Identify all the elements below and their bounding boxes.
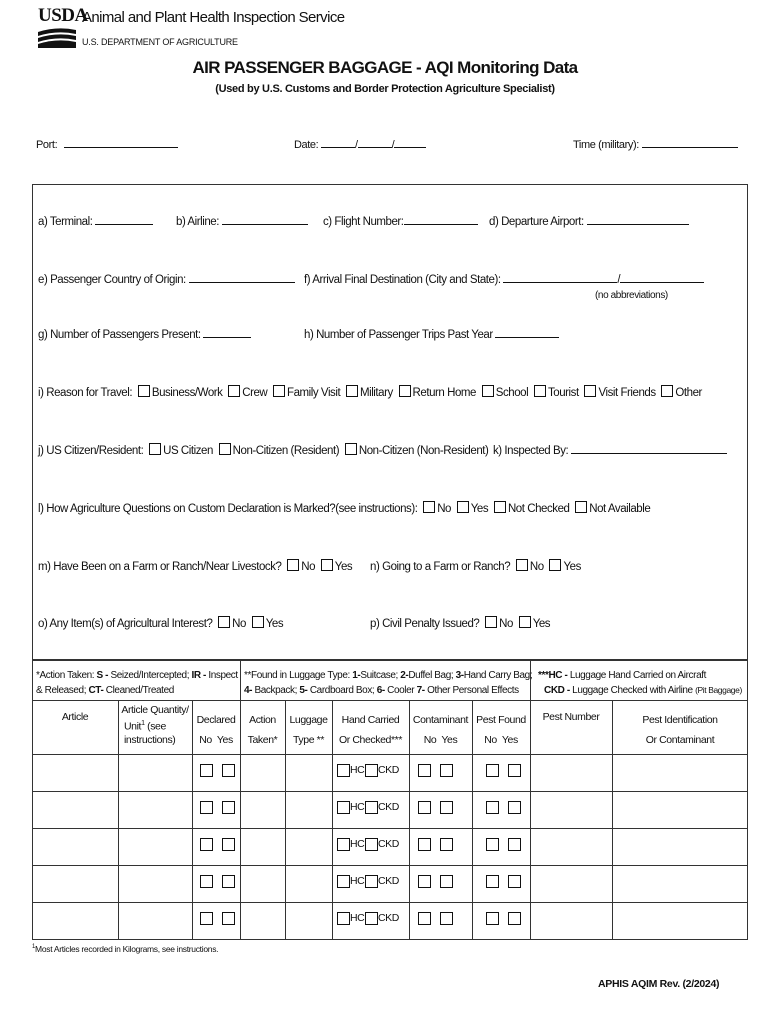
option-crew: Crew [242, 387, 268, 399]
form-revision: APHIS AQIM Rev. (2/2024) [598, 978, 720, 990]
option-n-yes: Yes [563, 561, 581, 573]
question-k [493, 443, 727, 457]
terminal-input[interactable] [95, 214, 153, 225]
date-field [294, 137, 426, 151]
time-field [573, 137, 738, 151]
checkbox-crew[interactable] [228, 385, 240, 397]
option-school: School [495, 387, 529, 399]
declared-yes-checkbox[interactable] [222, 801, 235, 814]
contaminant-no-checkbox[interactable] [418, 838, 431, 851]
ckd-label: CKD [378, 912, 399, 924]
hc-checkbox[interactable] [337, 875, 350, 888]
flight-number-label: c) Flight Number: [323, 216, 404, 228]
declared-no-checkbox[interactable] [200, 764, 213, 777]
pest-found-yes-checkbox[interactable] [508, 764, 521, 777]
question-b [176, 214, 308, 228]
checkbox-p-yes[interactable] [519, 616, 531, 628]
checkbox-visit-friends[interactable] [584, 385, 596, 397]
option-l-no: No [437, 503, 452, 515]
hc-label: HC [350, 764, 365, 776]
reason-travel-label: i) Reason for Travel: [38, 387, 133, 399]
arrival-state-input[interactable] [620, 272, 704, 283]
checkbox-l-not-available[interactable] [575, 501, 587, 513]
ckd-checkbox[interactable] [365, 838, 378, 851]
contaminant-yes-checkbox[interactable] [440, 838, 453, 851]
port-field [36, 137, 178, 151]
table-top-divider [32, 700, 748, 701]
passenger-trips-input[interactable] [495, 327, 559, 338]
header-hand-carried: Hand Carried Or Checked*** [338, 714, 403, 746]
checkbox-o-no[interactable] [218, 616, 230, 628]
contaminant-yes-checkbox[interactable] [440, 764, 453, 777]
option-l-yes: Yes [470, 503, 489, 515]
hc-checkbox[interactable] [337, 838, 350, 851]
hc-checkbox[interactable] [337, 801, 350, 814]
option-m-yes: Yes [334, 561, 353, 573]
declared-no-checkbox[interactable] [200, 912, 213, 925]
table-row [32, 754, 748, 791]
hc-label: HC [350, 875, 365, 887]
declared-no-checkbox[interactable] [200, 875, 213, 888]
date-label: Date: [294, 139, 319, 151]
country-origin-label: e) Passenger Country of Origin: [38, 274, 186, 286]
question-a [38, 214, 153, 228]
flight-number-input[interactable] [404, 214, 478, 225]
option-business: Business/Work [151, 387, 223, 399]
port-input[interactable] [64, 137, 178, 148]
pest-found-no-checkbox[interactable] [486, 764, 499, 777]
header-article: Article [61, 711, 89, 723]
pest-found-yes-checkbox[interactable] [508, 875, 521, 888]
checkbox-m-yes[interactable] [321, 559, 333, 571]
checkbox-l-no[interactable] [423, 501, 435, 513]
option-visit-friends: Visit Friends [598, 387, 656, 399]
declared-yes-checkbox[interactable] [222, 838, 235, 851]
pest-found-no-checkbox[interactable] [486, 912, 499, 925]
time-input[interactable] [642, 137, 738, 148]
checkbox-school[interactable] [482, 385, 494, 397]
farm-visited-label: m) Have Been on a Farm or Ranch/Near Livestock? [38, 561, 282, 573]
going-farm-label: n) Going to a Farm or Ranch? [370, 561, 511, 573]
checkbox-return-home[interactable] [399, 385, 411, 397]
checkbox-non-citizen-resident[interactable] [219, 443, 231, 455]
form-subtitle: (Used by U.S. Customs and Border Protection Agriculture Specialist) [215, 83, 555, 95]
checkbox-l-not-checked[interactable] [494, 501, 506, 513]
legend-divider-1 [240, 660, 241, 700]
question-d [489, 214, 689, 228]
time-label: Time (military): [573, 139, 639, 151]
question-f [304, 272, 704, 286]
question-e [38, 272, 295, 286]
option-non-citizen-non-resident: Non-Citizen (Non-Resident) [358, 445, 489, 457]
ckd-label: CKD [378, 838, 399, 850]
question-i [38, 385, 702, 399]
ckd-label: CKD [378, 801, 399, 813]
ckd-checkbox[interactable] [365, 764, 378, 777]
date-day-input[interactable] [358, 137, 392, 148]
departure-airport-label: d) Departure Airport: [489, 216, 584, 228]
declared-no-checkbox[interactable] [200, 838, 213, 851]
arrival-city-input[interactable] [503, 272, 617, 283]
pest-found-no-checkbox[interactable] [486, 875, 499, 888]
hc-label: HC [350, 801, 365, 813]
option-n-no: No [529, 561, 544, 573]
declared-no-checkbox[interactable] [200, 801, 213, 814]
carry-legend: ***HC - Luggage Hand Carried on Aircraft CKD - Luggage Checked with Airline (Pit Baggage) [538, 670, 742, 696]
contaminant-yes-checkbox[interactable] [440, 912, 453, 925]
option-o-no: No [232, 618, 246, 630]
question-g [38, 327, 251, 341]
usda-logo-text: USDA [38, 5, 88, 26]
table-row [32, 902, 748, 939]
airline-input[interactable] [222, 214, 308, 225]
passengers-present-input[interactable] [203, 327, 251, 338]
pest-found-no-checkbox[interactable] [486, 838, 499, 851]
checkbox-l-yes[interactable] [457, 501, 469, 513]
ckd-label: CKD [378, 875, 399, 887]
contaminant-no-checkbox[interactable] [418, 764, 431, 777]
arrival-destination-label: f) Arrival Final Destination (City and State): [304, 274, 501, 286]
contaminant-yes-checkbox[interactable] [440, 875, 453, 888]
inspected-by-input[interactable] [571, 443, 727, 454]
header-pest-identification: Pest Identification Or Contaminant [642, 714, 718, 746]
date-year-input[interactable] [394, 137, 426, 148]
option-us-citizen: US Citizen [163, 445, 213, 457]
ckd-checkbox[interactable] [365, 875, 378, 888]
question-m [38, 559, 352, 573]
ckd-checkbox[interactable] [365, 801, 378, 814]
header-declared: Declared No Yes [196, 714, 236, 746]
checkbox-other[interactable] [661, 385, 673, 397]
option-tourist: Tourist [547, 387, 579, 399]
declared-yes-checkbox[interactable] [222, 875, 235, 888]
luggage-type-legend: **Found in Luggage Type: 1-Suitcase; 2-Duffel Bag; 3-Hand Carry Bag; 4- Backpack; 5- Cardboard Box; 6- Cooler 7- Other Personal Effects [244, 670, 533, 696]
agency-name: Animal and Plant Health Inspection Service [82, 9, 345, 26]
pest-found-yes-checkbox[interactable] [508, 801, 521, 814]
ag-interest-label: o) Any Item(s) of Agricultural Interest? [38, 618, 213, 630]
option-l-not-available: Not Available [589, 503, 651, 515]
option-o-yes: Yes [265, 618, 284, 630]
pest-found-yes-checkbox[interactable] [508, 912, 521, 925]
option-p-yes: Yes [532, 618, 551, 630]
contaminant-no-checkbox[interactable] [418, 801, 431, 814]
question-h [304, 327, 559, 341]
inspected-by-label: k) Inspected By: [493, 445, 569, 457]
question-j [38, 443, 488, 457]
option-family-visit: Family Visit [287, 387, 341, 399]
question-c [323, 214, 478, 228]
option-military: Military [359, 387, 393, 399]
declared-yes-checkbox[interactable] [222, 912, 235, 925]
airline-label: b) Airline: [176, 216, 219, 228]
question-p [370, 616, 550, 630]
terminal-label: a) Terminal: [38, 216, 93, 228]
action-legend: *Action Taken: S - Seized/Intercepted; IR - Inspect & Released; CT- Cleaned/Treated [36, 670, 238, 696]
row-divider [32, 939, 748, 940]
arrival-sep: / [617, 274, 621, 286]
declaration-label: l) How Agriculture Questions on Custom Declaration is Marked?(see instructions): [38, 503, 418, 515]
header-quantity: Article Quantity/ Unit$^1$ (see instructions) [121, 704, 189, 746]
hc-label: HC [350, 838, 365, 850]
ckd-label: CKD [378, 764, 399, 776]
citizen-label: j) US Citizen/Resident: [38, 445, 144, 457]
country-origin-input[interactable] [189, 272, 295, 283]
pest-found-no-checkbox[interactable] [486, 801, 499, 814]
hc-label: HC [350, 912, 365, 924]
checkbox-non-citizen-non-resident[interactable] [345, 443, 357, 455]
table-row [32, 865, 748, 902]
checkbox-n-yes[interactable] [549, 559, 561, 571]
table-row [32, 828, 748, 865]
legend-top-divider [32, 659, 748, 661]
option-other: Other [675, 387, 702, 399]
checkbox-p-no[interactable] [485, 616, 497, 628]
question-n [370, 559, 581, 573]
checkbox-m-no[interactable] [287, 559, 299, 571]
option-l-not-checked: Not Checked [507, 503, 570, 515]
footnote: $^1$Most Articles recorded in Kilograms, see instructions. [32, 944, 219, 954]
declared-yes-checkbox[interactable] [222, 764, 235, 777]
checkbox-family-visit[interactable] [273, 385, 285, 397]
usda-logo [38, 5, 88, 27]
civil-penalty-label: p) Civil Penalty Issued? [370, 618, 480, 630]
header-contaminant: Contaminant No Yes [412, 714, 469, 746]
question-o [38, 616, 283, 630]
header-pest-number: Pest Number [542, 711, 600, 723]
checkbox-n-no[interactable] [516, 559, 528, 571]
date-month-input[interactable] [321, 137, 355, 148]
table-row [32, 791, 748, 828]
ckd-checkbox[interactable] [365, 912, 378, 925]
checkbox-tourist[interactable] [534, 385, 546, 397]
header-luggage: Luggage Type ** [289, 714, 328, 746]
department-name: U.S. DEPARTMENT OF AGRICULTURE [82, 37, 238, 47]
contaminant-no-checkbox[interactable] [418, 875, 431, 888]
no-abbreviations-note: (no abbreviations) [595, 290, 668, 301]
hc-checkbox[interactable] [337, 764, 350, 777]
form-title: AIR PASSENGER BAGGAGE - AQI Monitoring Data [192, 58, 578, 77]
date-sep-2: / [391, 139, 395, 151]
contaminant-no-checkbox[interactable] [418, 912, 431, 925]
question-l [38, 501, 650, 515]
passengers-present-label: g) Number of Passengers Present: [38, 329, 201, 341]
date-sep-1: / [354, 139, 358, 151]
usda-logo-icon [38, 26, 76, 48]
option-return-home: Return Home [412, 387, 476, 399]
departure-airport-input[interactable] [587, 214, 689, 225]
checkbox-military[interactable] [346, 385, 358, 397]
hc-checkbox[interactable] [337, 912, 350, 925]
option-p-no: No [499, 618, 513, 630]
checkbox-o-yes[interactable] [252, 616, 264, 628]
option-m-no: No [301, 561, 316, 573]
port-label: Port: [36, 139, 58, 151]
checkbox-business[interactable] [138, 385, 150, 397]
header-pest-found: Pest Found No Yes [476, 714, 526, 746]
checkbox-us-citizen[interactable] [149, 443, 161, 455]
pest-found-yes-checkbox[interactable] [508, 838, 521, 851]
option-non-citizen-resident: Non-Citizen (Resident) [232, 445, 340, 457]
passenger-trips-label: h) Number of Passenger Trips Past Year [304, 329, 493, 341]
contaminant-yes-checkbox[interactable] [440, 801, 453, 814]
header-action: Action Taken* [247, 714, 278, 746]
